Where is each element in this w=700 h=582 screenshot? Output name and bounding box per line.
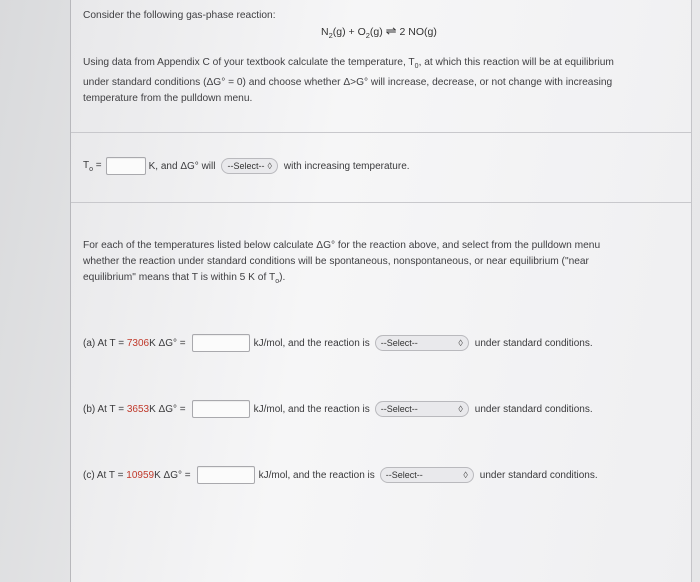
reaction-section: [71, 0, 691, 133]
equilibrium-arrow: ⇌: [385, 23, 397, 38]
temperature-value: 10959: [126, 469, 155, 481]
updown-chevron-icon: ◊: [458, 404, 463, 414]
dg-input-c[interactable]: [197, 466, 255, 484]
t0-label: $T_o$ =: [83, 159, 102, 173]
t0-after-label: K, and ΔG° will: [148, 160, 216, 172]
t0-input[interactable]: [106, 157, 146, 175]
spontaneity-select-c[interactable]: --Select-- ◊: [380, 467, 474, 483]
intro-text: Consider the following gas-phase reaction:: [83, 10, 276, 21]
reaction-equation: $N_2(g) + O_2(g)$ ⇌ 2 NO(g): [321, 23, 437, 41]
spontaneity-select-b[interactable]: --Select-- ◊: [375, 401, 469, 417]
updown-chevron-icon: ◊: [458, 338, 463, 348]
question-card: [70, 0, 692, 582]
temperature-value: 3653: [126, 403, 150, 415]
updown-chevron-icon: ◊: [267, 161, 272, 171]
instructions-paragraph: Using data from Appendix C of your textbook calculate the temperature, $T_0$, at which this reaction will be at equilibrium under standard conditions (ΔG° = 0) and choose whether Δ>G° will increase, decrease, or not change with increasing temperature from the pulldown menu.: [83, 57, 614, 105]
row-c: (c) At T = 10959 K ΔG° = kJ/mol, and the reaction is --Select-- ◊ under standard conditions.: [83, 466, 598, 484]
t0-tail-text: with increasing temperature.: [283, 160, 410, 172]
dg-input-a[interactable]: [192, 334, 250, 352]
dg-trend-select[interactable]: --Select-- ◊: [221, 158, 277, 174]
dg-input-b[interactable]: [192, 400, 250, 418]
temperature-value: 7306: [126, 337, 150, 349]
row-a: (a) At T = 7306 K ΔG° = kJ/mol, and the reaction is --Select-- ◊ under standard conditions.: [83, 334, 593, 352]
temperatures-section: [71, 202, 691, 582]
row-b: (b) At T = 3653 K ΔG° = kJ/mol, and the reaction is --Select-- ◊ under standard conditions.: [83, 400, 593, 418]
updown-chevron-icon: ◊: [463, 470, 468, 480]
t0-row: [83, 157, 410, 175]
t0-section: [71, 132, 691, 203]
spontaneity-select-a[interactable]: --Select-- ◊: [375, 335, 469, 351]
temperatures-instructions: For each of the temperatures listed below calculate ΔG° for the reaction above, and select from the pulldown menu whether the reaction under standard conditions will be spontaneous, nonspontaneous, or near equilibrium ("near equilibrium" means that T is within 5 K of $T_o$).: [83, 240, 601, 286]
